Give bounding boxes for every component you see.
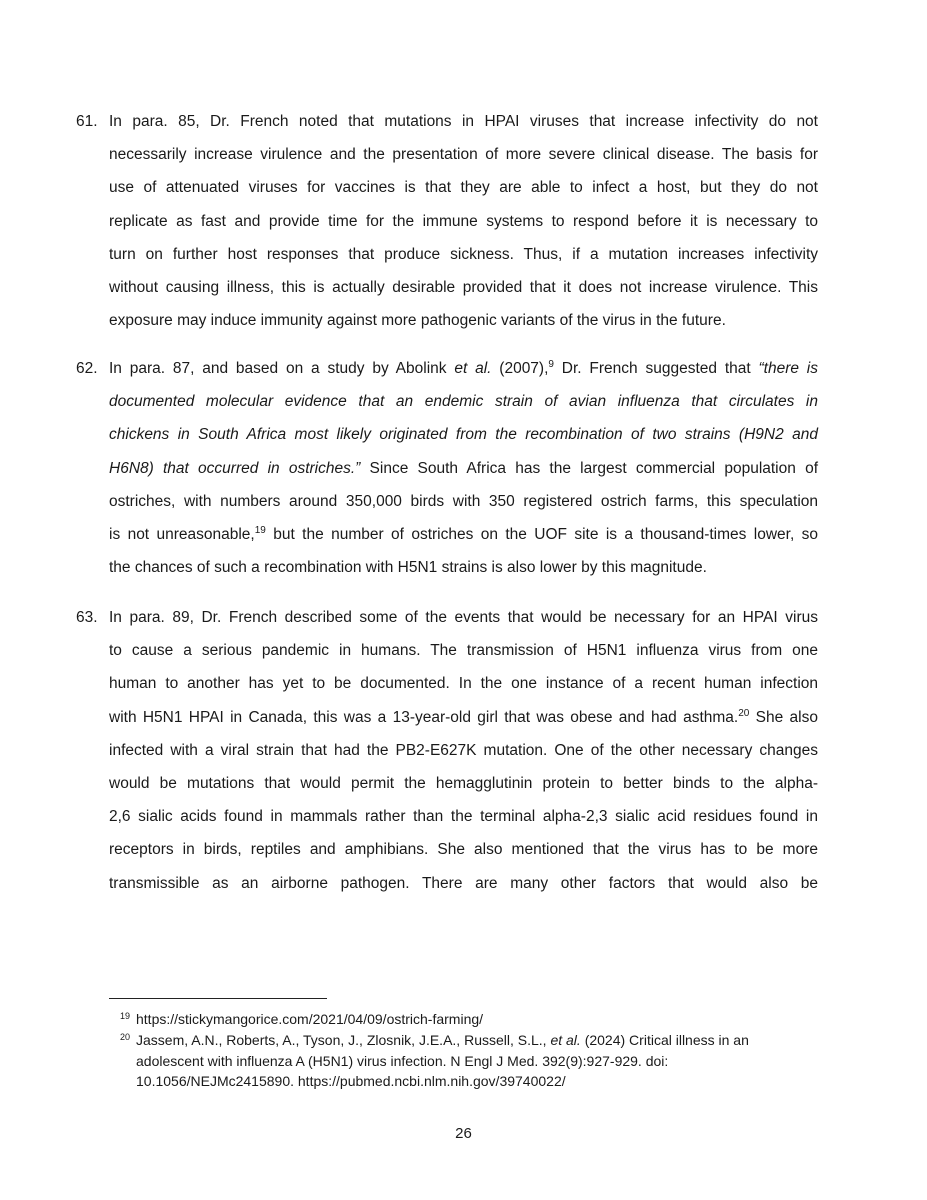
footnote-number: 19 [120, 1011, 131, 1021]
text-line: necessarily increase virulence and the presentation of more severe clinical disease. The basis for [109, 146, 818, 164]
text-line: is not unreasonable,$^{19}$ but the number of ostriches on the UOF site is a thousand-times lower, so [109, 524, 818, 543]
footnote-link[interactable]: 10.1056/NEJMc2415890. https://pubmed.ncbi.nlm.nih.gov/39740022/ [136, 1073, 566, 1089]
text-line: 2,6 sialic acids found in mammals rather than the terminal alpha-2,3 sialic acid residues found in [109, 808, 818, 826]
footnote-number: 20 [120, 1032, 131, 1042]
text-line: to cause a serious pandemic in humans. The transmission of H5N1 influenza virus from one [109, 642, 818, 660]
paragraph-body [109, 105, 818, 337]
page-number: 26 [455, 1125, 472, 1142]
text-line: receptors in birds, reptiles and amphibians. She also mentioned that the virus has to be more [109, 841, 818, 859]
paragraph-61 [76, 105, 820, 337]
footnote-ref-9: 9 [548, 359, 554, 370]
text-line: would be mutations that would permit the hemagglutinin protein to better binds to the alpha- [109, 774, 818, 792]
paragraph-body [109, 601, 818, 900]
text-line: documented molecular evidence that an endemic strain of avian influenza that circulates in [109, 393, 818, 411]
footnote-text: adolescent with influenza A (H5N1) virus infection. N Engl J Med. 392(9):927-929. doi: [136, 1052, 669, 1069]
paragraph-number: 63. [76, 609, 98, 626]
paragraph-63 [76, 601, 820, 900]
text-line: with H5N1 HPAI in Canada, this was a 13-year-old girl that was obese and had asthma.$^{20}$ She also [109, 707, 818, 726]
text-line: without causing illness, this is actually desirable provided that it does not increase virulence. This [109, 278, 818, 296]
text-line: use of attenuated viruses for vaccines is that they are able to infect a host, but they do not [109, 179, 818, 197]
paragraph-number: 62. [76, 360, 98, 377]
text-line: In para. 89, Dr. French described some of the events that would be necessary for an HPAI virus [109, 609, 818, 626]
footnote-20 [109, 1030, 809, 1092]
paragraph-number: 61. [76, 113, 98, 130]
text-line: In para. 85, Dr. French noted that mutations in HPAI viruses that increase infectivity do not [109, 113, 818, 130]
text-line: ostriches, with numbers around 350,000 birds with 350 registered ostrich farms, this speculation [109, 492, 818, 510]
footnote-link[interactable]: https://stickymangorice.com/2021/04/09/ostrich-farming/ [136, 1011, 484, 1027]
text-line: exposure may induce immunity against more pathogenic variants of the virus in the future. [109, 312, 726, 330]
text-line: the chances of such a recombination with H5N1 strains is also lower by this magnitude. [109, 559, 707, 577]
text-line: In para. 87, and based on a study by Abolink et al. (2007),$^9$ Dr. French suggested that “there is [109, 359, 819, 377]
text-line: human to another has yet to be documented. In the one instance of a recent human infection [109, 675, 818, 693]
text-line: infected with a viral strain that had the PB2-E627K mutation. One of the other necessary changes [109, 741, 818, 759]
footnote-ref-19: 19 [254, 524, 266, 536]
footnote-ref-20: 20 [738, 707, 750, 719]
text-line: H6N8) that occurred in ostriches.” Since South Africa has the largest commercial population of [109, 459, 819, 477]
footnote-19 [109, 1009, 809, 1030]
text-line: chickens in South Africa most likely originated from the recombination of two strains (H9N2 and [109, 426, 818, 444]
text-line: replicate as fast and provide time for the immune systems to respond before it is necessary to [109, 212, 818, 230]
paragraph-body [109, 352, 818, 584]
text-line: turn on further host responses that produce sickness. Thus, if a mutation increases infectivity [109, 245, 818, 263]
footnote-separator [109, 998, 327, 999]
paragraph-62 [76, 352, 820, 584]
footnote-text: Jassem, A.N., Roberts, A., Tyson, J., Zlosnik, J.E.A., Russell, S.L., et al. (2024) Critical illness in an [136, 1032, 749, 1048]
text-line: transmissible as an airborne pathogen. There are many other factors that would also be [109, 874, 818, 892]
